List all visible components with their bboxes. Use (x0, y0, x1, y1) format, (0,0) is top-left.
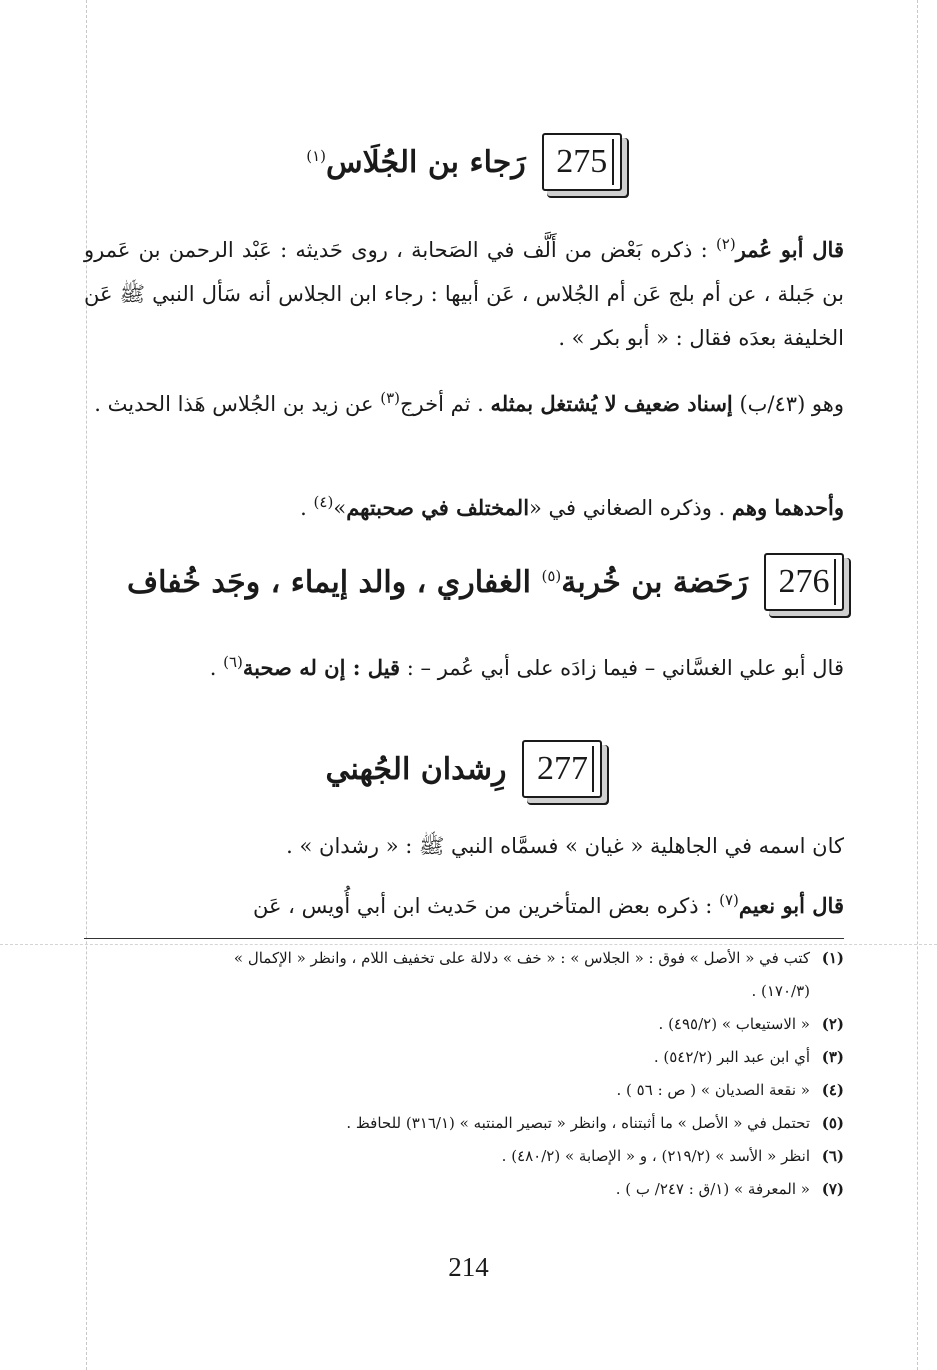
entry-title-text: رِشدان الجُهني (325, 751, 507, 787)
entry-title-text: رَجاء بن الجُلَاس (326, 144, 526, 180)
footnote-number: (٥) (821, 1114, 844, 1132)
paragraph (84, 878, 844, 928)
bold-lead: وأحدهما وهم (731, 495, 844, 520)
bold-phrase: إسناد ضعيف لا يُشتغل بمثله (490, 391, 733, 416)
footnote-number: (٣) (821, 1048, 844, 1066)
paragraph-text: وهو (٤٣/ب) (739, 392, 844, 416)
paragraph (84, 480, 844, 530)
footnote-text: (١٧٠/٣) . (751, 982, 810, 1000)
bold-lead: قال أبو عُمر (735, 237, 844, 262)
guide-line (917, 0, 918, 1370)
footnote-number: (٤) (821, 1081, 844, 1099)
paragraph-text: . (300, 496, 307, 520)
entry-number-box (542, 133, 622, 191)
footnote-ref: (٦) (223, 653, 243, 671)
paragraph (84, 640, 844, 690)
entry-number-box (764, 553, 844, 611)
paragraph (84, 222, 844, 360)
entry-heading-277 (84, 740, 844, 798)
page-number: 214 (448, 1252, 489, 1282)
footnote (84, 1041, 844, 1074)
paragraph-text: عن زيد بن الجُلاس هَذا الحديث . (94, 392, 374, 416)
paragraph (84, 824, 844, 868)
footnote (84, 942, 844, 975)
footnote-ref: (٣) (380, 389, 400, 407)
bold-lead: قال أبو نعيم (738, 893, 844, 918)
footnote-number: (٧) (821, 1180, 844, 1198)
footnote-text: تحتمل في « الأصل » ما أثبتناه ، وانظر « تبصير المنتبه » (٣١٦/١) للحافظ . (346, 1114, 810, 1132)
footnote-ref: (٥) (541, 566, 562, 585)
footnote-divider (84, 938, 844, 939)
paragraph-text: » (333, 496, 347, 520)
paragraph-text: . وذكره الصغاني في « (529, 496, 726, 520)
paragraph-text: . ثم أخرج (400, 392, 484, 416)
bold-phrase: المختلف في صحبتهم (346, 495, 530, 520)
footnotes (84, 942, 844, 1206)
entry-title (306, 145, 526, 180)
footnote-ref: (١) (306, 146, 327, 165)
footnote-text: « الاستيعاب » (٤٩٥/٢) . (658, 1015, 810, 1033)
paragraph-text: قال أبو علي الغسَّاني – فيما زادَه على أبي عُمر – : (406, 656, 844, 680)
footnote-text: « المعرفة » (١/ق : ٢٤٧/ ب ) . (615, 1180, 810, 1198)
footnote-number: (١) (821, 949, 844, 967)
entry-title-text: الغفاري ، والد إيماء ، وجَد خُفاف (127, 564, 532, 600)
paragraph-text: : ذكره بعض المتأخرين من حَديث ابن أبي أُويس ، عَن (252, 894, 713, 918)
entry-heading-276 (84, 553, 844, 611)
footnote-ref: (٧) (719, 891, 739, 909)
footnote-text: انظر « الأسد » (٢١٩/٢) ، و « الإصابة » (٤٨٠/٢) . (501, 1147, 810, 1165)
footnote (84, 1008, 844, 1041)
paragraph (84, 376, 844, 426)
entry-number: 277 (536, 750, 588, 787)
footnote (84, 1074, 844, 1107)
footnote-number: (٢) (821, 1015, 844, 1033)
entry-title-text: رَحَضة بن خُربة (561, 564, 748, 600)
entry-title (127, 565, 748, 600)
entry-number-box (522, 740, 602, 798)
footnote-ref: (٤) (313, 493, 334, 511)
paragraph-text: كان اسمه في الجاهلية « غيان » فسمَّاه النبي ﷺ : « رشدان » . (286, 834, 844, 858)
footnote-text: « نقعة الصديان » ( ص : ٥٦ ) . (616, 1081, 810, 1099)
footnote-number: (٦) (821, 1147, 844, 1165)
footnote-text: أي ابن عبد البر (٥٤٢/٢) . (653, 1048, 810, 1066)
footnote (84, 1173, 844, 1206)
page (84, 0, 844, 1370)
entry-title (326, 752, 507, 787)
entry-number: 275 (556, 143, 608, 180)
footnote (84, 1140, 844, 1173)
footnote (84, 1107, 844, 1140)
paragraph-text: . (209, 656, 217, 680)
paragraph-text: : ذكره بَعْض من أَلَّف في الصَحابة ، روى حَديثه : عَبْد الرحمن بن عَمرو بن جَبلة ، عن أم بلج عَن أم الجُلاس ، عَن أبيها : رجاء ابن الجلاس أنه سَأل النبي ﷺ عَن الخليفة بعدَه فقال : « أبو بكر » . (84, 238, 844, 350)
bold-phrase: قيل : إن له صحبة (242, 655, 401, 680)
entry-number: 276 (778, 563, 830, 600)
footnote-text: كتب في « الأصل » فوق : « الجلاس » : « خف » دلالة على تخفيف اللام ، وانظر « الإكمال » (233, 949, 810, 967)
footnote-ref: (٢) (715, 235, 736, 253)
entry-heading-275 (84, 133, 844, 191)
